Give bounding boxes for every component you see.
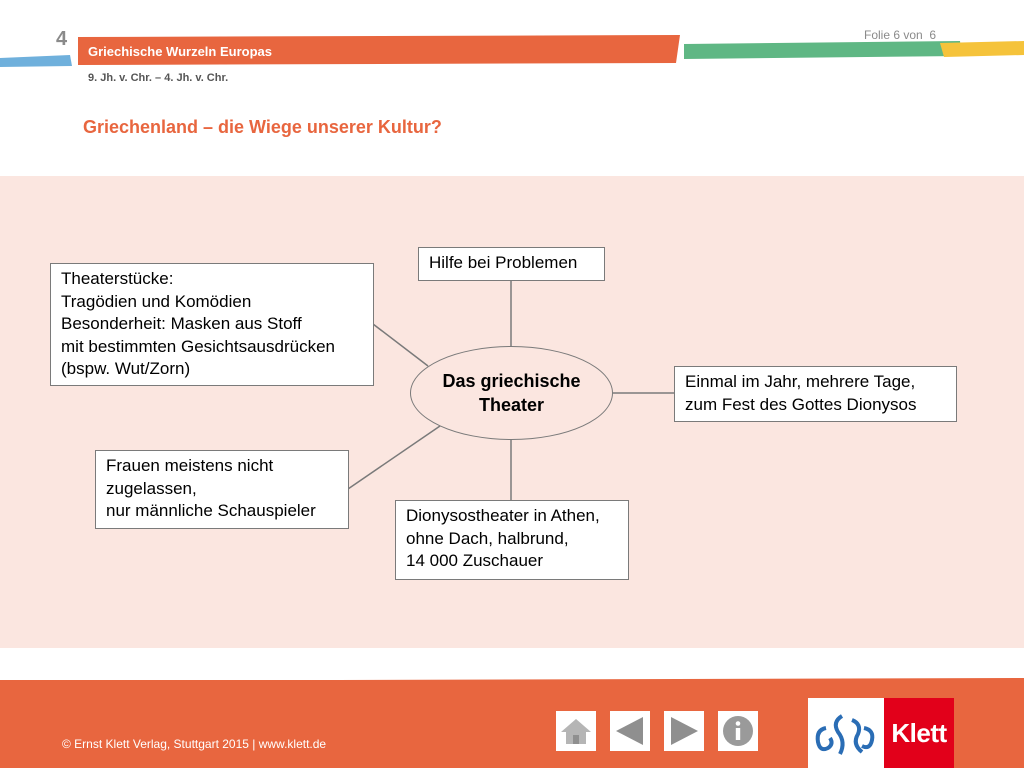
center-node-line: Das griechische bbox=[442, 371, 581, 391]
node-line: mit bestimmten Gesichtsausdrücken bbox=[61, 336, 335, 356]
node-line: Besonderheit: Masken aus Stoff bbox=[61, 314, 302, 333]
node-plays bbox=[50, 263, 374, 386]
node-line: Dionysostheater in Athen, bbox=[406, 506, 600, 525]
node-line: zum Fest des Gottes Dionysos bbox=[685, 394, 917, 414]
klett-logo[interactable] bbox=[808, 698, 954, 768]
home-icon bbox=[559, 714, 593, 748]
chapter-number: 4 bbox=[56, 28, 68, 50]
node-festival-of-dionysos bbox=[674, 366, 957, 422]
center-node-line: Theater bbox=[478, 395, 545, 415]
node-line: (bspw. Wut/Zorn) bbox=[61, 359, 191, 378]
arrow-left-icon bbox=[613, 714, 647, 748]
arrow-right-icon bbox=[667, 714, 701, 748]
copyright: © Ernst Klett Verlag, Stuttgart 2015 | www.klett.de bbox=[62, 737, 327, 751]
connector-left-top bbox=[373, 324, 428, 366]
node-line: zugelassen, bbox=[106, 478, 197, 498]
slide-counter: Folie 6 von 6 bbox=[864, 28, 937, 42]
connector-left-bottom bbox=[348, 426, 440, 489]
info-button[interactable] bbox=[718, 711, 758, 751]
klett-symbol-icon bbox=[808, 698, 884, 768]
node-help-with-problems bbox=[418, 247, 605, 281]
home-button[interactable] bbox=[556, 711, 596, 751]
node-line: Tragödien und Komödien bbox=[61, 291, 252, 311]
node-line: Frauen meistens nicht bbox=[106, 456, 274, 475]
node-theater-of-dionysos bbox=[395, 500, 629, 580]
node-line: Hilfe bei Problemen bbox=[429, 253, 578, 272]
footer-top-edge bbox=[0, 672, 1024, 684]
node-women-excluded bbox=[95, 450, 349, 529]
time-period-subtitle: 9. Jh. v. Chr. – 4. Jh. v. Chr. bbox=[88, 72, 229, 84]
klett-logo-text: Klett bbox=[884, 698, 954, 768]
node-line: Theaterstücke: bbox=[61, 269, 174, 288]
node-line: nur männliche Schauspieler bbox=[106, 501, 316, 520]
previous-button[interactable] bbox=[610, 711, 650, 751]
page-title: Griechenland – die Wiege unserer Kultur? bbox=[83, 117, 442, 137]
next-button[interactable] bbox=[664, 711, 704, 751]
info-icon bbox=[721, 714, 755, 748]
chapter-title: Griechische Wurzeln Europas bbox=[88, 44, 272, 59]
node-line: ohne Dach, halbrund, bbox=[406, 528, 569, 548]
node-line: Einmal im Jahr, mehrere Tage, bbox=[685, 372, 916, 391]
center-node-greek-theater bbox=[410, 346, 613, 440]
node-line: 14 000 Zuschauer bbox=[406, 551, 544, 570]
